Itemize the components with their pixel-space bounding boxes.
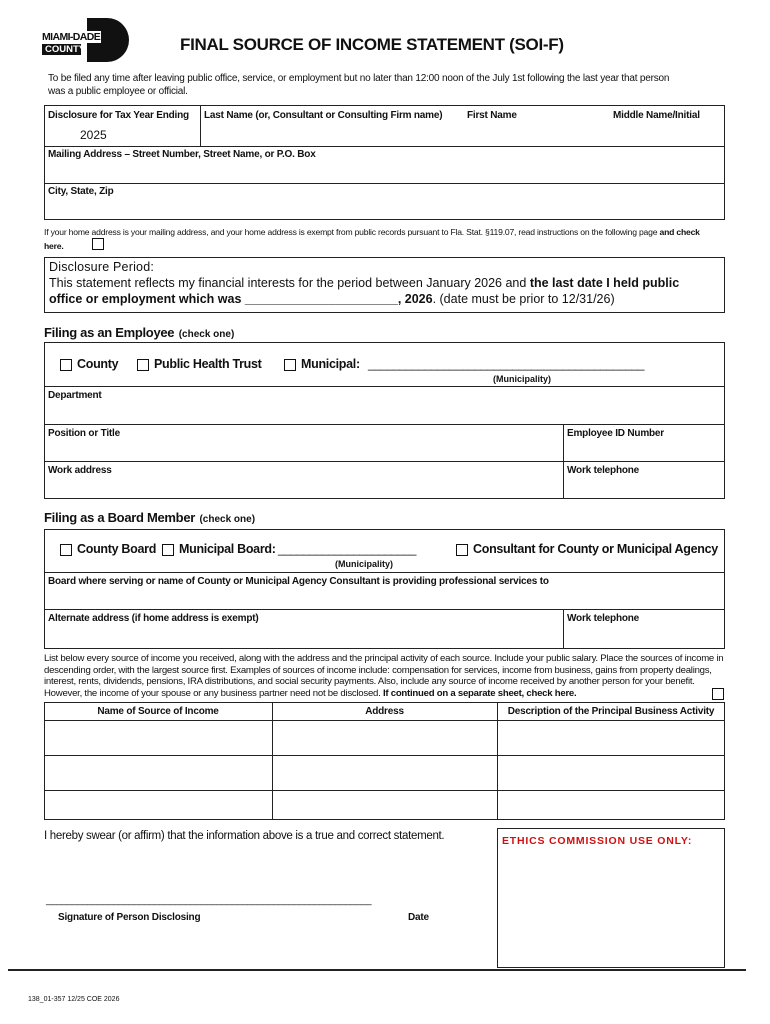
disclosure-period-heading: Disclosure Period: bbox=[49, 260, 155, 274]
work-address-label: Work address bbox=[48, 465, 112, 476]
alternate-address-label: Alternate address (if home address is exempt) bbox=[48, 613, 259, 624]
tax-year-label: Disclosure for Tax Year Ending bbox=[48, 110, 189, 121]
signature-line[interactable]: _______________________________________________________________ bbox=[46, 895, 372, 906]
first-name-label: First Name bbox=[467, 110, 517, 121]
mailing-address-label: Mailing Address – Street Number, Street Name, or P.O. Box bbox=[48, 149, 316, 160]
municipal-option-label: Municipal: bbox=[301, 357, 360, 371]
exempt-note-bold: and check here. bbox=[44, 227, 700, 251]
county-checkbox[interactable] bbox=[60, 359, 72, 371]
income-header-address: Address bbox=[365, 706, 404, 717]
table-row[interactable] bbox=[44, 721, 725, 755]
income-header-name: Name of Source of Income bbox=[97, 706, 219, 717]
municipal-checkbox[interactable] bbox=[284, 359, 296, 371]
county-board-checkbox[interactable] bbox=[60, 544, 72, 556]
identity-box bbox=[44, 105, 725, 220]
municipality-line[interactable]: ____________________________________________ bbox=[368, 357, 645, 371]
income-header-description: Description of the Principal Business Activity bbox=[507, 706, 715, 717]
municipality-caption: (Municipality) bbox=[493, 374, 551, 384]
logo-line1: MIAMI-DADE bbox=[42, 31, 101, 43]
table-row[interactable] bbox=[44, 791, 725, 820]
last-name-label: Last Name (or, Consultant or Consulting Firm name) bbox=[204, 110, 443, 121]
public-health-trust-label: Public Health Trust bbox=[154, 357, 262, 371]
board-section-heading: Filing as a Board Member (check one) bbox=[44, 510, 256, 525]
municipal-board-label: Municipal Board: bbox=[179, 542, 276, 556]
board-serving-label: Board where serving or name of County or Municipal Agency Consultant is providing professional services to bbox=[48, 576, 549, 587]
table-row[interactable] bbox=[44, 756, 725, 790]
employee-id-label: Employee ID Number bbox=[567, 428, 664, 439]
signature-label: Signature of Person Disclosing bbox=[58, 912, 201, 923]
ethics-use-label: ETHICS COMMISSION USE ONLY: bbox=[502, 835, 693, 847]
tax-year-value[interactable]: 2025 bbox=[80, 128, 107, 142]
board-municipality-line[interactable]: ______________________ bbox=[278, 542, 417, 556]
county-board-label: County Board bbox=[77, 542, 157, 556]
middle-name-label: Middle Name/Initial bbox=[613, 110, 700, 121]
county-option-label: County bbox=[77, 357, 119, 371]
disclosure-period-line2: office or employment which was ______________________, 2026. (date must be prior to 12/31/26) bbox=[49, 292, 615, 306]
city-state-zip-label: City, State, Zip bbox=[48, 186, 114, 197]
continued-sheet-checkbox[interactable] bbox=[712, 688, 724, 700]
income-instructions: List below every source of income you received, along with the address and the principal activity of each source. Include your public salary. Place the sources of income in descending order, with the largest source first. Examples of sources of income include: compensation for services, income from business, gains from property dealings, interest, rents, dividends, pensions, IRA distributions, and social security payments. Also, include any source of income received by another person for your benefit. However, the income of your spouse or any business partner need not be disclosed. If continued on a separate sheet, check here. bbox=[44, 653, 724, 699]
exempt-note bbox=[44, 225, 714, 253]
employee-section-heading: Filing as an Employee (check one) bbox=[44, 325, 235, 340]
intro-text: To be filed any time after leaving public office, service, or employment but no later than 12:00 noon of the July 1st following the last year that person was a public employee or official. bbox=[48, 73, 670, 97]
exempt-checkbox[interactable] bbox=[92, 238, 104, 250]
consultant-checkbox[interactable] bbox=[456, 544, 468, 556]
footer-rule bbox=[8, 969, 746, 971]
footer-code: 138_01-357 12/25 COE 2026 bbox=[28, 996, 120, 1003]
board-work-telephone-label: Work telephone bbox=[567, 613, 640, 624]
consultant-option-label: Consultant for County or Municipal Agency bbox=[473, 542, 718, 556]
public-health-trust-checkbox[interactable] bbox=[137, 359, 149, 371]
form-title: FINAL SOURCE OF INCOME STATEMENT (SOI-F) bbox=[180, 35, 564, 54]
logo-line2: COUNTY bbox=[42, 44, 81, 55]
work-telephone-label: Work telephone bbox=[567, 465, 640, 476]
oath-statement: I hereby swear (or affirm) that the information above is a true and correct statement. bbox=[44, 830, 445, 842]
department-label: Department bbox=[48, 390, 102, 401]
exempt-note-text: If your home address is your mailing address, and your home address is exempt from public records pursuant to Fla. Stat. §119.07, read instructions on the following page bbox=[44, 227, 658, 237]
county-logo bbox=[42, 18, 130, 64]
position-title-label: Position or Title bbox=[48, 428, 120, 439]
municipal-board-checkbox[interactable] bbox=[162, 544, 174, 556]
board-municipality-caption: (Municipality) bbox=[335, 559, 393, 569]
date-label: Date bbox=[408, 912, 429, 923]
ethics-use-box bbox=[497, 828, 725, 968]
disclosure-period-line1: This statement reflects my financial interests for the period between January 2026 and the last date I held public bbox=[49, 276, 680, 290]
